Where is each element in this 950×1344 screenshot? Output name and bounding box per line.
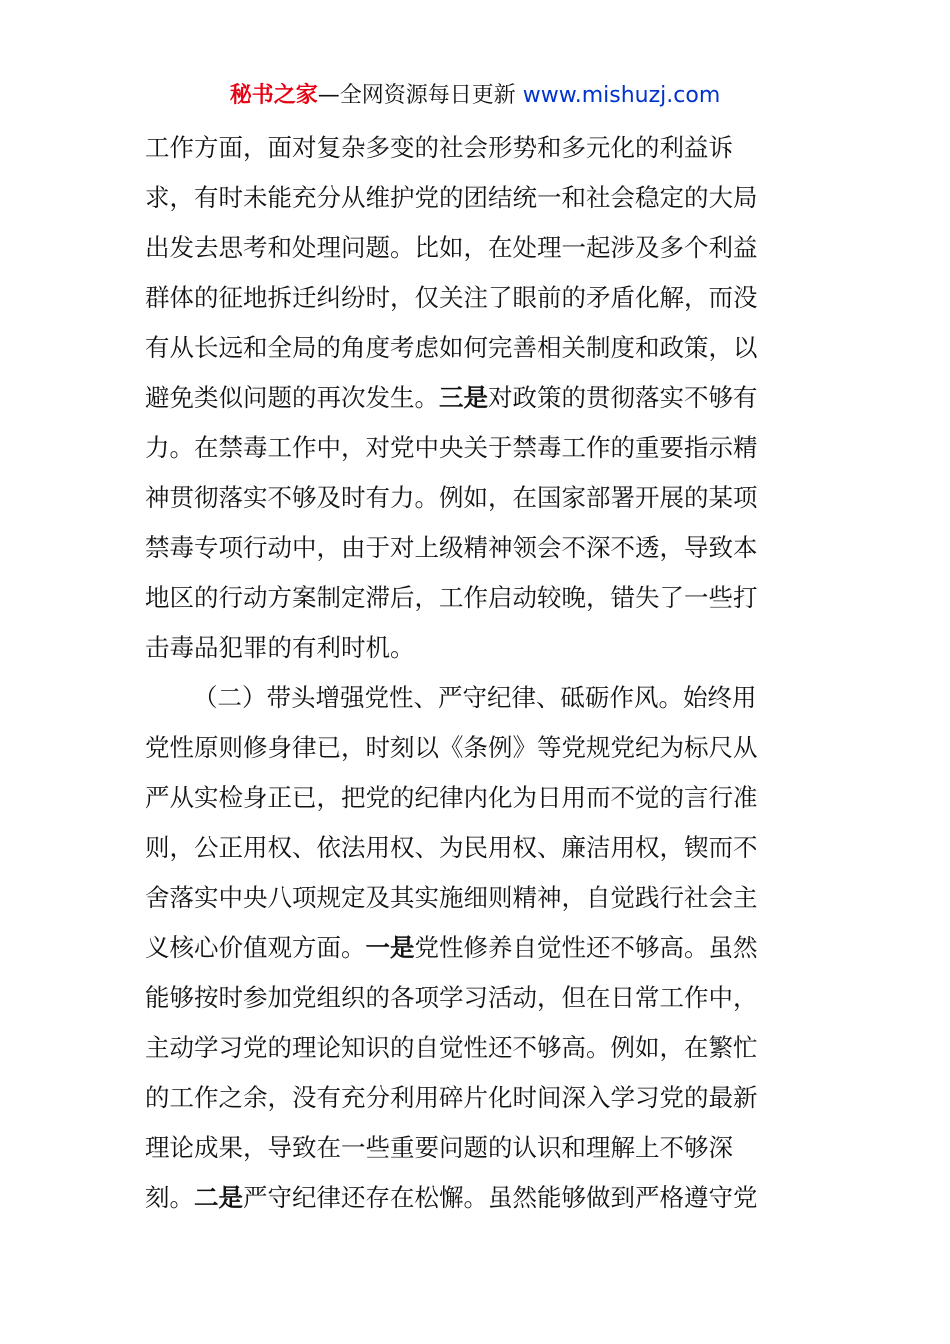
- text-line: [145, 1073, 807, 1123]
- text-line: [145, 773, 807, 823]
- text-segment: 刻。: [145, 1183, 194, 1212]
- text-line: [145, 823, 807, 873]
- text-segment: 理论成果，导致在一些重要问题的认识和理解上不够深: [145, 1133, 733, 1162]
- text-line: [145, 923, 807, 973]
- text-segment: 求，有时未能充分从维护党的团结统一和社会稳定的大局: [145, 183, 758, 212]
- paragraph-first-line: [193, 673, 807, 723]
- text-segment: 群体的征地拆迁纠纷时，仅关注了眼前的矛盾化解，而没: [145, 283, 758, 312]
- text-line: [145, 973, 807, 1023]
- text-segment: 舍落实中央八项规定及其实施细则精神，自觉践行社会主: [145, 883, 758, 912]
- text-segment: 工作方面，面对复杂多变的社会形势和多元化的利益诉: [145, 133, 733, 162]
- text-segment: 严守纪律还存在松懈。虽然能够做到严格遵守党: [243, 1183, 758, 1212]
- text-line: [145, 323, 807, 373]
- text-segment: 地区的行动方案制定滞后，工作启动较晚，错失了一些打: [145, 583, 758, 612]
- site-url-link[interactable]: www.mishuzj.com: [522, 83, 721, 108]
- text-line: [145, 123, 807, 173]
- text-line: [145, 373, 807, 423]
- text-segment: 出发去思考和处理问题。比如，在处理一起涉及多个利益: [145, 233, 758, 262]
- text-line: [145, 173, 807, 223]
- text-line: [145, 223, 807, 273]
- site-header: [0, 80, 950, 112]
- text-line: [145, 1123, 807, 1173]
- bold-keyword: 二是: [194, 1183, 243, 1212]
- bold-keyword: 三是: [439, 383, 488, 412]
- text-segment: 党性修养自觉性还不够高。虽然: [414, 933, 758, 962]
- text-line: [145, 273, 807, 323]
- text-segment: 义核心价值观方面。: [145, 933, 366, 962]
- bold-keyword: 一是: [365, 933, 415, 962]
- text-segment: 对政策的贯彻落实不够有: [488, 383, 758, 412]
- text-line: [145, 623, 807, 673]
- text-line: [145, 423, 807, 473]
- text-line: [145, 523, 807, 573]
- text-segment: 力。在禁毒工作中，对党中央关于禁毒工作的重要指示精: [145, 433, 758, 462]
- text-line: [145, 473, 807, 523]
- text-segment: 击毒品犯罪的有利时机。: [145, 633, 415, 662]
- text-segment: （二）带头增强党性、严守纪律、砥砺作风。始终用: [193, 683, 757, 712]
- text-line: [145, 723, 807, 773]
- text-segment: 有从长远和全局的角度考虑如何完善相关制度和政策，以: [145, 333, 758, 362]
- text-segment: 主动学习党的理论知识的自觉性还不够高。例如，在繁忙: [145, 1033, 758, 1062]
- text-line: [145, 573, 807, 623]
- text-line: [145, 1173, 807, 1223]
- text-segment: 避免类似问题的再次发生。: [145, 383, 439, 412]
- text-segment: 禁毒专项行动中，由于对上级精神领会不深不透，导致本: [145, 533, 758, 562]
- text-segment: 神贯彻落实不够及时有力。例如，在国家部署开展的某项: [145, 483, 758, 512]
- header-dash: —: [317, 83, 340, 108]
- text-segment: 则，公正用权、依法用权、为民用权、廉洁用权，锲而不: [145, 833, 758, 862]
- header-slogan: 全网资源每日更新: [339, 83, 523, 108]
- text-line: [145, 873, 807, 923]
- text-segment: 党性原则修身律已，时刻以《条例》等党规党纪为标尺从: [145, 733, 758, 762]
- text-segment: 的工作之余，没有充分利用碎片化时间深入学习党的最新: [145, 1083, 758, 1112]
- text-line: [145, 1023, 807, 1073]
- site-brand: 秘书之家: [229, 83, 318, 108]
- text-segment: 严从实检身正已，把党的纪律内化为日用而不觉的言行准: [145, 783, 758, 812]
- text-segment: 能够按时参加党组织的各项学习活动，但在日常工作中，: [145, 983, 758, 1012]
